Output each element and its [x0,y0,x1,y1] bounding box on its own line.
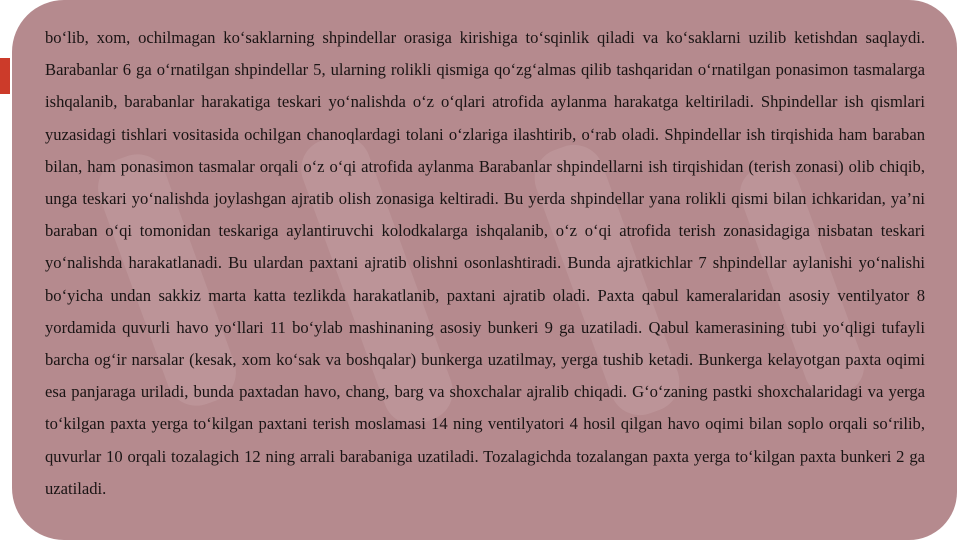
left-accent-bar [0,58,10,94]
body-paragraph: bo‘lib, xom, ochilmagan ko‘saklarning shpindellar orasiga kirishiga to‘sqinlik qiladi va ko‘saklarni uzilib ketishdan saqlaydi. Barabanlar 6 ga o‘rnatilgan shpindellar 5, ularning rolikli qismiga qo‘zg‘almas qilib tashqaridan o‘rnatilgan ponasimon tasmalarga ishqalanib, barabanlar harakatiga teskari yo‘nalishda o‘z o‘qlari atrofida aylanma harakatga keltiriladi. Shpindellar ish qismlari yuzasidagi tishlari vositasida ochilgan chanoqlardagi tolani o‘zlariga ilashtirib, o‘rab oladi. Shpindellar ish tirqishida ham baraban bilan, ham ponasimon tasmalar orqali o‘z o‘qi atrofida aylanma Barabanlar shpindellarni ish tirqishidan (terish zonasi) olib chiqib, unga teskari yo‘nalishda joylashgan ajratib olish zonasiga keltiradi. Bu yerda shpindellar yana rolikli qismi bilan ichkaridan, ya’ni baraban o‘qi tomonidan teskariga aylantiruvchi kolodkalarga ishqalanib, o‘z o‘qi atrofida terish zonasidagiga nisbatan teskari yo‘nalishda harakatlanadi. Bu ulardan paxtani ajratib olishni osonlashtiradi. Bunda ajratkichlar 7 shpindellar aylanishi yo‘nalishi bo‘yicha undan sakkiz marta katta tezlikda harakatlanib, paxtani ajratib oladi. Paxta qabul kameralaridan asosiy ventilyator 8 yordamida quvurli havo yo‘llari 11 bo‘ylab mashinaning asosiy bunkeri 9 ga uzatiladi. Qabul kamerasining tubi yo‘qligi tufayli barcha og‘ir narsalar (kesak, xom ko‘sak va boshqalar) bunkerga uzatilmay, yerga tushib ketadi. Bunkerga kelayotgan paxta oqimi esa panjaraga uriladi, bunda paxtadan havo, chang, barg va shoxchalar ajralib chiqadi. G‘o‘zaning pastki shoxchalaridagi va yerga to‘kilgan paxta yerga to‘kilgan paxtani terish moslamasi 14 ning ventilyatori 4 hosil qilgan havo oqimi bilan soplo orqali so‘rilib, quvurlar 10 orqali tozalagich 12 ning arrali barabaniga uzatiladi. Tozalagichda tozalangan paxta yerga to‘kilgan paxta bunkeri 2 ga uzatiladi. [45,28,925,498]
content-panel [12,0,957,540]
